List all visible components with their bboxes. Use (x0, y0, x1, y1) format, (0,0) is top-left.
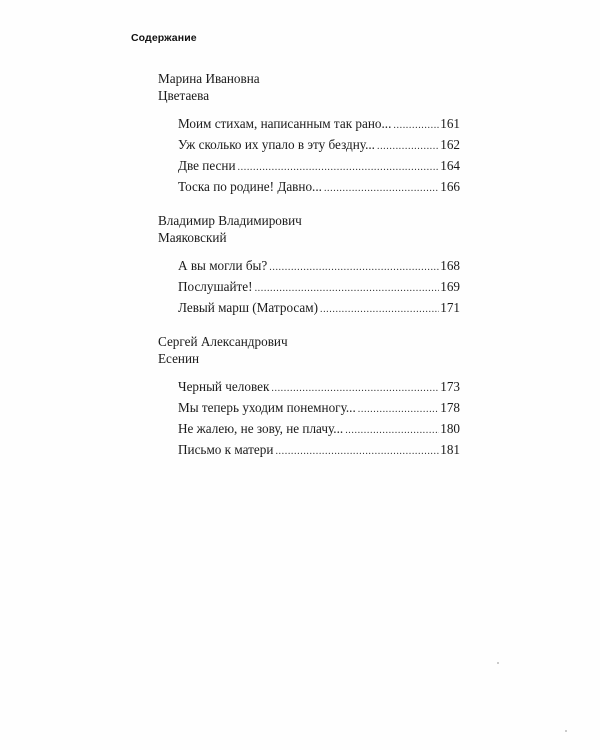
dot-leader (275, 441, 439, 462)
page-number: 180 (440, 421, 460, 436)
toc-entry[interactable] (178, 134, 460, 155)
poem-title: Письмо к матери (178, 442, 274, 457)
page-number: 162 (440, 137, 460, 152)
toc-entry[interactable] (178, 276, 460, 297)
poem-title: Тоска по родине! Давно... (178, 179, 322, 194)
author-section-esenin (158, 333, 460, 460)
toc-entry[interactable] (178, 113, 460, 134)
author-name (158, 70, 460, 104)
toc-entry[interactable] (178, 439, 460, 460)
dot-leader (255, 278, 440, 299)
toc-entry[interactable] (178, 418, 460, 439)
dot-leader (269, 257, 439, 278)
poem-list (178, 113, 460, 197)
toc-entry[interactable] (178, 376, 460, 397)
author-first-names: Владимир Владимирович (158, 213, 302, 228)
poem-title: Две песни (178, 158, 236, 173)
dot-leader (324, 178, 439, 199)
toc-entry[interactable] (178, 155, 460, 176)
page-number: 166 (440, 179, 460, 194)
author-section-tsvetaeva (158, 70, 460, 197)
poem-title: Не жалею, не зову, не плачу... (178, 421, 344, 436)
author-name (158, 333, 460, 367)
page-number: 161 (440, 116, 460, 131)
toc-entry[interactable] (178, 397, 460, 418)
paper-speck (497, 662, 499, 664)
table-of-contents (158, 70, 460, 460)
dot-leader (377, 136, 439, 157)
page-number: 178 (440, 400, 460, 415)
poem-title: Моим стихам, написанным так рано... (178, 116, 392, 131)
running-head: Содержание (131, 32, 197, 44)
toc-entry[interactable] (178, 297, 460, 318)
paper-speck (565, 730, 567, 732)
dot-leader (358, 399, 439, 420)
poem-list (178, 376, 460, 460)
author-name (158, 212, 460, 246)
page-number: 181 (440, 442, 460, 457)
author-first-names: Сергей Александрович (158, 334, 288, 349)
dot-leader (345, 420, 439, 441)
poem-title: Черный человек (178, 379, 270, 394)
author-first-names: Марина Ивановна (158, 71, 260, 86)
toc-entry[interactable] (178, 255, 460, 276)
dot-leader (393, 115, 439, 136)
toc-entry[interactable] (178, 176, 460, 197)
poem-list (178, 255, 460, 318)
poem-title: А вы могли бы? (178, 258, 268, 273)
dot-leader (271, 378, 439, 399)
page-number: 168 (440, 258, 460, 273)
author-surname: Цветаева (158, 88, 210, 103)
poem-title: Мы теперь уходим понемногу... (178, 400, 356, 415)
author-surname: Маяковский (158, 230, 227, 245)
page-number: 164 (440, 158, 460, 173)
author-section-mayakovsky (158, 212, 460, 318)
page-number: 171 (440, 300, 460, 315)
poem-title: Послушайте! (178, 279, 253, 294)
dot-leader (238, 157, 440, 178)
dot-leader (320, 299, 439, 320)
page-number: 173 (440, 379, 460, 394)
poem-title: Левый марш (Матросам) (178, 300, 318, 315)
poem-title: Уж сколько их упало в эту бездну... (178, 137, 375, 152)
author-surname: Есенин (158, 351, 200, 366)
page-number: 169 (440, 279, 460, 294)
